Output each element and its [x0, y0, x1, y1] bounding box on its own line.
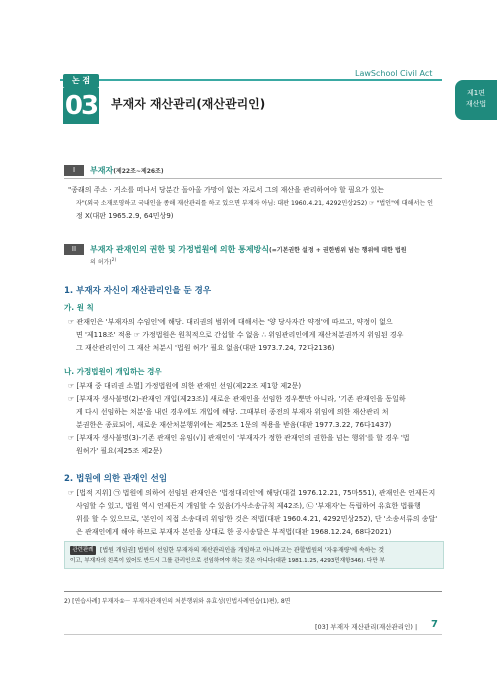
part-2-line-4: 은 관재인에게 해야 하므로 부재자 본인을 상대로 한 공시송달은 부적법(대판 1968.12.24, 68다2021) [76, 528, 392, 536]
part-1a-line-1: ☞ 관재인은 '부재자의 수임인'에 해당. 대리권의 범위에 대해서는 '양 당사자간 약정'에 따르고, 약정이 없으 [68, 318, 393, 326]
section-1-number: I [64, 165, 84, 176]
related-case-tag: 관련판례 [70, 546, 96, 555]
section-2-title-note: (=기본권한 설정 + 권한범위 넘는 행위에 대한 법원 [269, 247, 407, 254]
part-1b-line-2: ☞ [부재자 생사불명(2)-관재인 개입(제23조)] 새로운 관재인을 선임한 경우뿐만 아니라, '기존 관재인을 동일하 [68, 395, 406, 403]
related-case-line-1: [법원 개임권] 법원이 선임한 부재자의 재산관리인을 개임하고 아니하고는 관할법원의 '자유재량'에 속하는 것 [100, 547, 384, 554]
section-2-title-text: 부재자 관재인의 권한 및 가정법원에 의한 통제방식 [90, 245, 269, 254]
part-2-line-1: ☞ [법적 지위] ㉠ 법원에 의하여 선임된 관재인은 '법정대리인'에 해당(대결 1976.12.21, 75마551), 관재인은 언제든지 [68, 489, 436, 497]
section-1-title-note: (제22조~제26조) [113, 168, 164, 175]
part-1b-line-6: 원허가' 필요(제25조 제2문) [76, 447, 163, 455]
part-1b-line-3: 게 다시 선임하는 처분'을 내린 경우에도 개입에 해당. 그때부터 종전의 부재자 위임에 의한 재산관리 처 [76, 408, 389, 416]
section-1-title-text: 부재자 [90, 166, 114, 175]
section-1-line-3: 정 X(대판 1965.2.9, 64민상9) [76, 212, 174, 220]
part-2-line-3: 위를 할 수 있으므로, '본인이 직접 소송대리 위임'한 것은 적법(대판 1960.4.21, 4292민상252), 단 '소송서류의 송달' [76, 515, 438, 523]
part-1b-line-4: 분권한은 종료되어, 새로운 재산처분행위에는 제25조 1문의 적용을 받음(대판 1977.3.22, 76다1437) [76, 421, 392, 429]
chapter-side-tab-line1: 제1편 [467, 89, 485, 97]
page-number: 7 [431, 619, 438, 630]
footnote-ref-2[interactable]: 2) [111, 258, 117, 263]
footnote-rule [64, 591, 442, 592]
section-2-title [90, 244, 407, 255]
section-2-title-note-2-text: 의 허가) [90, 259, 112, 266]
related-case-line-2: 이고, 부재자의 친족이 있어도 반드시 그를 관리인으로 선임하여야 하는 것은 아니다(대판 1981.1.25, 4293민재항346). 다만 부 [70, 558, 385, 564]
part-1-subheading-a: 가. 원 칙 [64, 303, 94, 312]
part-1b-line-5: ☞ [부재자 생사불명(3)-기존 관재인 유임(√)] 관재인이 '부재자가 정한 관재인의 권한을 넘는 행위'를 할 경우 '법 [68, 434, 410, 442]
issue-number: 03 [63, 88, 99, 124]
part-1b-line-1: ☞ [부재 중 대리권 소멸] 가정법원에 의한 관재인 선임(제22조 제1항 제2문) [68, 382, 302, 390]
part-1-heading: 1. 부재자 자신이 재산관리인을 둔 경우 [64, 286, 212, 296]
footer-rule [64, 634, 442, 635]
part-2-heading: 2. 법원에 의한 관재인 선임 [64, 474, 168, 484]
section-1-line-1: "종래의 주소 · 거소를 떠나서 당분간 돌아올 가망이 없는 자로서 그의 재산을 관리하여야 할 필요가 있는 [68, 186, 385, 194]
issue-title: 부재자 재산관리(재산관리인) [111, 97, 266, 111]
footnote-2: 2) [연습사례] 부재자①－ 부재자관재인의 처분행위와 유효성(민법사례연습(1)편), 8면 [64, 598, 291, 605]
part-1a-line-3: 그 재산관리인이 그 재산 처분시 '법원 허가' 필요 없음(대판 1973.7.24, 72다2136) [76, 344, 335, 352]
part-2-line-2: 사임할 수 있고, 법원 역시 언제든지 개임할 수 있음(가사소송규칙 제42조), ㉡ '부재자'는 독립하여 유효한 법률행 [76, 502, 421, 510]
chapter-side-tab-line2: 재산법 [465, 100, 487, 108]
part-1a-line-2: 면 '제118조' 적용 ☞ 가정법원은 원칙적으로 간섭할 수 없음 ∴ 위임관리인에게 재산처분권까지 위임된 경우 [76, 331, 404, 339]
footer-section-label: [03] 부재자 재산관리(재산관리인) | [315, 623, 418, 631]
section-1-title [90, 165, 164, 176]
section-1-divider [64, 178, 442, 179]
part-1-subheading-b: 나. 가정법원이 개입하는 경우 [64, 367, 162, 376]
section-2-title-note-2 [90, 257, 116, 266]
header-rule [60, 79, 442, 81]
brand-label: LawSchool Civil Act [355, 69, 433, 78]
section-1-line-2: 자"(외국 소재로영하고 국내인을 종해 재산관리를 하고 있으면 부재자 아님: 대판 1960.4.21, 4292민상252) ☞ "법인"에 대해서는 인 [76, 200, 434, 207]
section-2-number: II [64, 244, 84, 255]
issue-badge-label: 논 점 [63, 74, 99, 88]
chapter-side-tab[interactable] [455, 80, 497, 120]
